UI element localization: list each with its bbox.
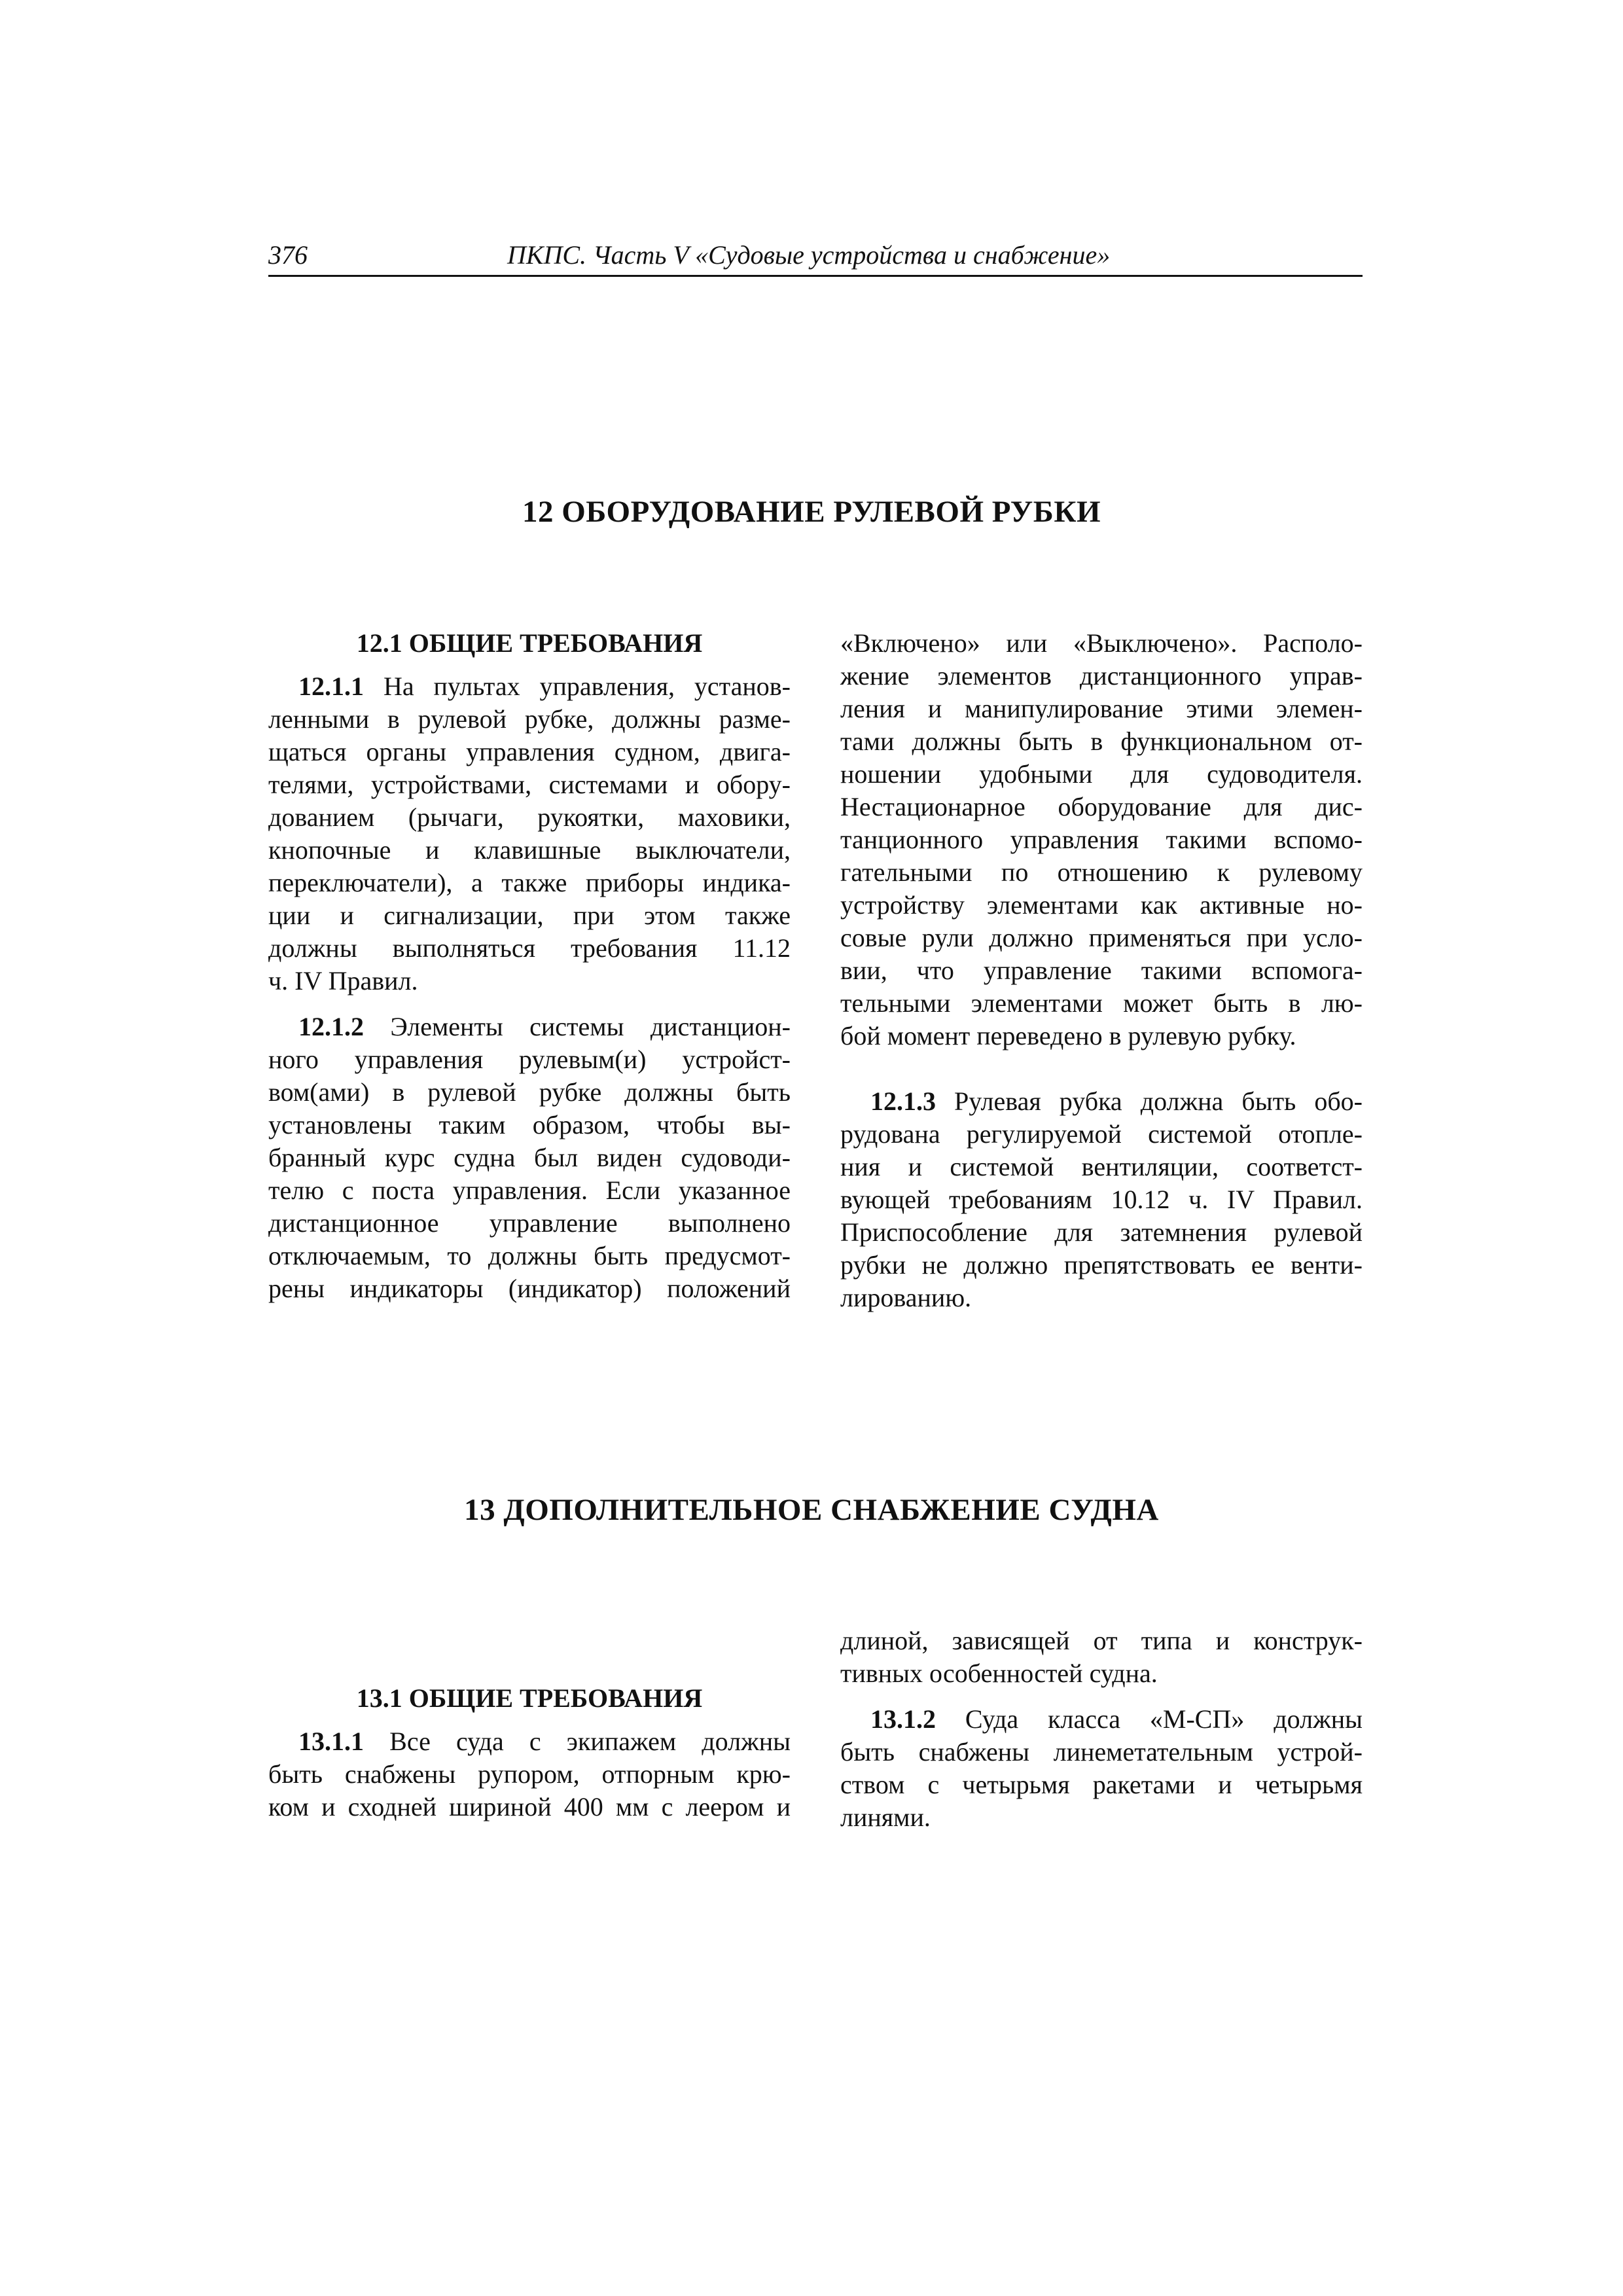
clause-line: тельными элементами может быть в лю- (840, 988, 1363, 1018)
clause-12-1-3 (840, 1085, 1363, 1314)
clause-line: ленными в рулевой рубке, должны разме- (268, 704, 791, 734)
clause-number: 12.1.2 (298, 1012, 364, 1041)
clause-line: вом(ами) в рулевой рубке должны быть (268, 1077, 791, 1107)
clause-line: 12.1.1 На пультах управления, установ- (298, 672, 791, 701)
clause-13-1-2 (840, 1703, 1363, 1834)
clause-line: установлены таким образом, чтобы вы- (268, 1110, 791, 1139)
chapter-12-right-column (840, 627, 1363, 1314)
clause-line: Нестационарное оборудование для дис- (840, 792, 1363, 821)
clause-line: вующей требованиям 10.12 ч. IV Правил. (840, 1185, 1363, 1214)
clause-line: дованием (рычаги, рукоятки, маховики, (268, 802, 791, 832)
running-header (268, 237, 1363, 277)
clause-line: кнопочные и клавишные выключатели, (268, 835, 791, 865)
clause-line: ния и системой вентиляции, соответст- (840, 1152, 1363, 1181)
clause-line: ции и сигнализации, при этом также (268, 901, 791, 930)
clause-line: рубки не должно препятствовать ее венти- (840, 1250, 1363, 1280)
chapter-13-left-column (268, 1682, 791, 1823)
page-number: 376 (268, 240, 308, 270)
clause-line: танционного управления такими вспомо- (840, 825, 1363, 854)
clause-line: длиной, зависящей от типа и конструк- (840, 1626, 1363, 1655)
clause-line: тами должны быть в функциональном от- (840, 726, 1363, 756)
clause-line: вии, что управление такими вспомога- (840, 956, 1363, 985)
clause-line: тивных особенностей судна. (840, 1659, 1158, 1688)
clause-line: Приспособление для затемнения рулевой (840, 1217, 1363, 1247)
clause-line: телями, устройствами, системами и обору- (268, 770, 791, 799)
clause-line: телю с поста управления. Если указанное (268, 1175, 791, 1205)
clause-line: ком и сходней шириной 400 мм с леером и (268, 1792, 791, 1821)
clause-line: дистанционное управление выполнено (268, 1208, 791, 1238)
section-13-1-heading: 13.1 ОБЩИЕ ТРЕБОВАНИЯ (356, 1683, 703, 1713)
clause-line: ного управления рулевым(и) устройст- (268, 1045, 791, 1074)
clause-line: рудована регулируемой системой отопле- (840, 1119, 1363, 1149)
clause-line: должны выполняться требования 11.12 (268, 933, 791, 963)
chapter-13-right-column (840, 1624, 1363, 1834)
clause-number: 12.1.1 (298, 672, 364, 701)
running-header-title: ПКПС. Часть V «Судовые устройства и снабжение» (507, 240, 1111, 270)
chapter-13-title: 13 ДОПОЛНИТЕЛЬНОЕ СНАБЖЕНИЕ СУДНА (464, 1493, 1159, 1527)
clause-line: устройству элементами как активные но- (840, 890, 1363, 920)
clause-line: быть снабжены линеметательным устрой- (840, 1737, 1363, 1767)
clause-line: «Включено» или «Выключено». Располо- (840, 628, 1363, 658)
clause-12-1-2-continued (840, 627, 1363, 1052)
clause-line: отключаемым, то должны быть предусмот- (268, 1241, 791, 1270)
section-12-1-heading: 12.1 ОБЩИЕ ТРЕБОВАНИЯ (356, 628, 703, 658)
clause-line: 12.1.3 Рулевая рубка должна быть обо- (870, 1086, 1363, 1116)
clause-line: линями. (840, 1803, 931, 1832)
chapter-12-title: 12 ОБОРУДОВАНИЕ РУЛЕВОЙ РУБКИ (522, 495, 1101, 529)
clause-13-1-1-continued (840, 1624, 1363, 1690)
clause-line: ством с четырьмя ракетами и четырьмя (840, 1770, 1363, 1799)
clause-line: переключатели), а также приборы индика- (268, 868, 791, 897)
clause-line: рены индикаторы (индикатор) положений (268, 1274, 791, 1303)
clause-line: ношении удобными для судоводителя. (840, 759, 1363, 789)
clause-line: ления и манипулирование этими элемен- (840, 694, 1363, 723)
clause-12-1-1 (268, 670, 791, 997)
clause-line: совые рули должно применяться при усло- (840, 923, 1363, 952)
clause-line: 13.1.2 Суда класса «М-СП» должны (870, 1704, 1363, 1734)
clause-13-1-1 (268, 1725, 791, 1823)
clause-number: 13.1.2 (870, 1704, 936, 1734)
clause-line: жение элементов дистанционного управ- (840, 661, 1363, 691)
chapter-12-left-column (268, 627, 791, 1305)
clause-number: 12.1.3 (870, 1086, 936, 1116)
clause-line: быть снабжены рупором, отпорным крю- (268, 1759, 791, 1789)
clause-line: бой момент переведено в рулевую рубку. (840, 1021, 1296, 1050)
clause-line: бранный курс судна был виден судоводи- (268, 1143, 791, 1172)
clause-12-1-2 (268, 1011, 791, 1305)
clause-line: 12.1.2 Элементы системы дистанцион- (298, 1012, 791, 1041)
clause-line: ч. IV Правил. (268, 966, 418, 996)
clause-line: гательными по отношению к рулевому (840, 857, 1363, 887)
clause-line: щаться органы управления судном, двига- (268, 737, 791, 766)
clause-number: 13.1.1 (298, 1727, 364, 1756)
clause-line: 13.1.1 Все суда с экипажем должны (298, 1727, 791, 1756)
clause-line: лированию. (840, 1283, 972, 1312)
